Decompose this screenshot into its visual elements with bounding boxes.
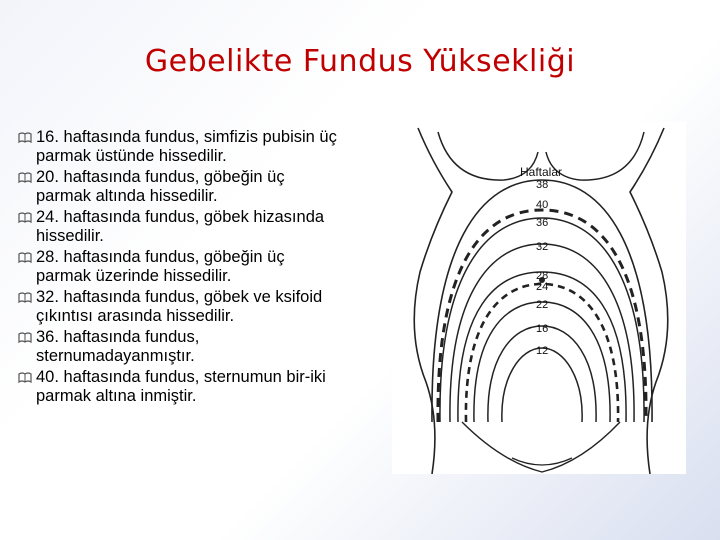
bullet-line2: parmak altına inmiştir.	[36, 387, 197, 405]
bullet-list	[18, 128, 408, 408]
torso-outline-right	[630, 128, 668, 474]
figure-header: Haftalar	[520, 165, 563, 179]
torso-outline-left	[414, 128, 452, 474]
bullet-item	[18, 288, 408, 326]
bullet-icon	[18, 291, 32, 304]
bullet-icon	[18, 371, 32, 384]
bullet-line1: 28. haftasında fundus, göbeğin üç	[36, 248, 285, 266]
bullet-item	[18, 128, 408, 166]
bullet-line1: 24. haftasında fundus, göbek hizasında	[36, 208, 325, 226]
week-label-32: 32	[536, 241, 549, 253]
abdomen-illustration	[392, 122, 686, 474]
bullet-icon	[18, 171, 32, 184]
bullet-line2: hissedilir.	[36, 227, 104, 245]
week-label-38: 38	[536, 179, 549, 191]
bullet-icon	[18, 251, 32, 264]
bullet-icon	[18, 131, 32, 144]
bullet-line1: 16. haftasında fundus, simfizis pubisin üç	[36, 128, 337, 146]
week-label-36: 36	[536, 217, 549, 229]
bullet-line1: 36. haftasında fundus,	[36, 328, 200, 346]
bullet-item	[18, 208, 408, 246]
bullet-line2: parmak altında hissedilir.	[36, 187, 218, 205]
arc-22	[474, 302, 610, 422]
week-label-24: 24	[536, 281, 549, 293]
week-label-40: 40	[536, 199, 549, 211]
week-label-12: 12	[536, 345, 549, 357]
slide-title: Gebelikte Fundus Yüksekliği	[144, 44, 576, 79]
bullet-icon	[18, 331, 32, 344]
bullet-line2: sternumadayanmıştır.	[36, 347, 195, 365]
bullet-item	[18, 368, 408, 406]
arc-16	[488, 326, 596, 422]
week-label-16: 16	[536, 323, 549, 335]
fundus-height-figure	[392, 122, 686, 474]
bullet-line1: 20. haftasında fundus, göbeğin üç	[36, 168, 285, 186]
bullet-item	[18, 328, 408, 366]
bullet-line1: 40. haftasında fundus, sternumun bir-iki	[36, 368, 326, 386]
bullet-line2: parmak üstünde hissedilir.	[36, 147, 227, 165]
bullet-item	[18, 248, 408, 286]
bullet-item	[18, 168, 408, 206]
bullet-line2: parmak üzerinde hissedilir.	[36, 267, 232, 285]
bullet-icon	[18, 211, 32, 224]
bullet-line1: 32. haftasında fundus, göbek ve ksifoid	[36, 288, 323, 306]
arc-12	[502, 348, 582, 422]
week-label-28: 28	[536, 270, 549, 282]
week-label-22: 22	[536, 299, 549, 311]
bullet-line2: çıkıntısı arasında hissedilir.	[36, 307, 235, 325]
